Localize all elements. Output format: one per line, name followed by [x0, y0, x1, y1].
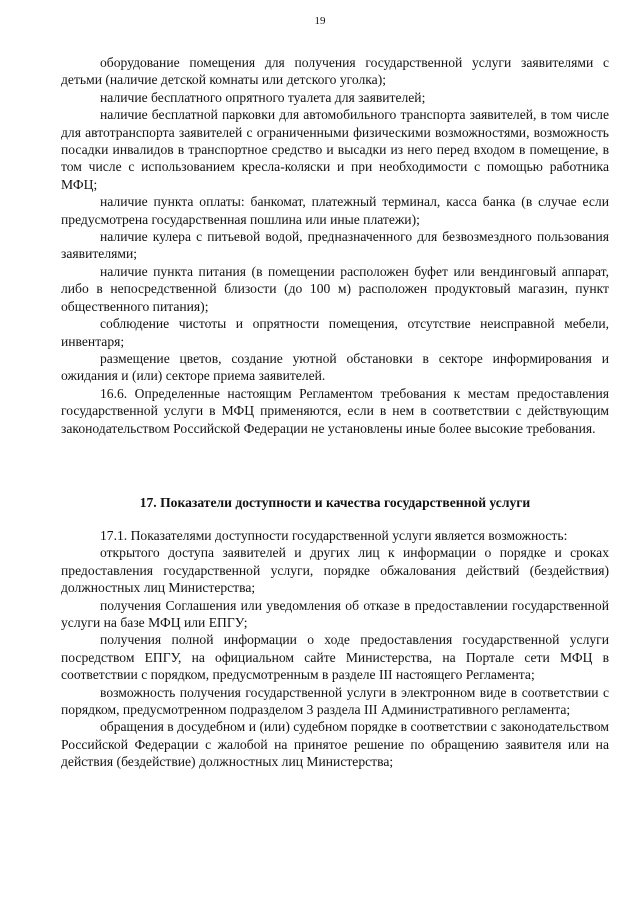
paragraph: размещение цветов, создание уютной обстановки в секторе информирования и ожидания и (или) секторе приема заявителей.: [61, 350, 609, 384]
section-17-text: [61, 527, 609, 771]
paragraph: обращения в досудебном и (или) судебном порядке в соответствии с законодательством Российской Федерации с жалобой на принятое решение по обращению заявителя или на действия (бездействие) должностных лиц Министерства;: [61, 719, 609, 770]
paragraph: соблюдение чистоты и опрятности помещения, отсутствие неисправной мебели, инвентаря;: [61, 316, 609, 349]
paragraph: получения полной информации о ходе предоставления государственной услуги посредством ЕПГУ, на официальном сайте Министерства, на Портале сети МФЦ в соответствии с порядком, предусмотренным в разделе III настоящего Регламента;: [61, 632, 609, 683]
page-number: 19: [314, 15, 326, 27]
paragraph: наличие пункта оплаты: банкомат, платежный терминал, касса банка (в случае если предусмотрена государственная пошлина или иные платежи);: [61, 194, 609, 227]
paragraph: оборудование помещения для получения государственной услуги заявителями с детьми (наличие детской комнаты или детского уголка);: [61, 55, 609, 88]
paragraph: наличие бесплатной парковки для автомобильного транспорта заявителей, в том числе для автотранспорта заявителей с ограниченными физическими возможностями, возможность посадки инвалидов в транспортное средство и высадки из него перед входом в помещение, в том числе с использованием кресла-коляски и при необходимости с помощью работника МФЦ;: [61, 107, 609, 192]
paragraph: открытого доступа заявителей и других лиц к информации о порядке и сроках предоставления государственной услуги, порядке обжалования действий (бездействия) должностных лиц Министерства;: [61, 545, 609, 596]
paragraph: наличие кулера с питьевой водой, предназначенного для безвозмездного пользования заявителями;: [61, 229, 609, 262]
section-heading: 17. Показатели доступности и качества государственной услуги: [139, 495, 531, 510]
paragraph: возможность получения государственной услуги в электронном виде в соответствии с порядком, предусмотренном подразделом 3 раздела III Административного регламента;: [61, 684, 609, 718]
paragraph: получения Соглашения или уведомления об отказе в предоставлении государственной услуги на базе МФЦ или ЕПГУ;: [61, 597, 609, 631]
paragraph: наличие пункта питания (в помещении расположен буфет или вендинговый аппарат, либо в непосредственной близости (до 100 м) расположен продуктовый магазин, пункт общественного питания);: [61, 263, 609, 314]
paragraph: 17.1. Показателями доступности государственной услуги является возможность:: [100, 528, 568, 543]
section-16-text: [61, 54, 609, 437]
paragraph: наличие бесплатного опрятного туалета для заявителей;: [100, 89, 426, 105]
paragraph: 16.6. Определенные настоящим Регламентом требования к местам предоставления государственной услуги в МФЦ применяются, если в нем в соответствии с действующим законодательством Российской Федерации не установлены иные более высокие требования.: [61, 385, 609, 436]
